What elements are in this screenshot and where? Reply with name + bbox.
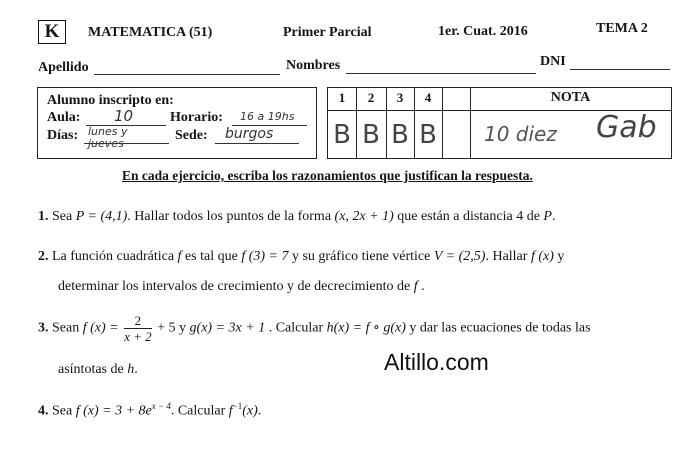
question-1 [38,209,555,225]
aula-value: 10 [114,107,134,125]
instruction-text: En cada ejercicio, escriba los razonamientos que justifican la respuesta. [122,168,533,183]
q4-inverse: −1 [232,401,243,411]
q3-text-d: y dar las ecuaciones de todas las [409,320,591,336]
grade-header-4: 4 [424,90,432,105]
q3-numerator: 2 [134,313,142,328]
q2-f2: f [413,279,418,294]
dni-label: DNI [540,54,566,69]
apellido-label: Apellido [38,60,89,75]
q3-plus5: + 5 [157,320,176,336]
q4-f: f (x) = 3 + 8e [75,403,152,419]
q3-h2: h [127,362,135,377]
q2-text-a: La función cuadrática [52,249,175,264]
dni-field[interactable] [570,69,670,70]
nombres-label: Nombres [286,58,341,73]
q1-distance: 4 [516,209,524,224]
q2-text-b: es tal que [184,249,238,264]
q2-f: f [177,249,182,264]
q2-text-e: y [557,249,565,264]
question-2-line-2 [58,279,425,295]
grade-table [327,87,672,159]
q3-f: f (x) = [82,320,119,336]
horario-value: 16 a 19hs [240,110,295,123]
grade-header-3: 3 [396,90,404,105]
q2-condition: f (3) = 7 [241,249,289,264]
question-number: 2. [38,249,49,264]
tema-letter-box: K [38,20,66,44]
altillo-watermark: Altillo.com [384,349,489,375]
question-4 [38,401,261,420]
q2-text-d: . Hallar [485,249,528,264]
q1-text-b: . Hallar todos los puntos de la forma [127,209,332,224]
q4-exponent: x − 4 [151,401,171,411]
q3-denominator: x + 2 [124,329,152,344]
sede-label: Sede: [175,128,208,143]
q4-text-b: . Calcular [170,403,226,419]
sede-underline [215,143,299,144]
q3-end: . [134,362,138,377]
aula-label: Aula: [47,110,81,125]
grade-mark-4: B [419,120,437,150]
q1-point-form: (x, 2x + 1) [334,209,394,224]
q1-text-a: Sea [52,209,73,224]
dias-label: Días: [47,128,79,143]
question-3-line-2 [58,362,138,378]
question-3 [38,313,591,344]
q2-text-c: y su gráfico tiene vértice [291,249,431,264]
q4-x: (x) [242,403,258,419]
q2-fx: f (x) [530,249,554,264]
q1-p: P [543,209,552,224]
term-label: 1er. Cuat. 2016 [438,24,528,39]
question-number: 3. [38,320,49,336]
grader-signature: Gab [596,110,657,145]
horario-label: Horario: [170,110,223,125]
student-box-title: Alumno inscripto en: [47,93,174,108]
grade-mark-1: B [333,120,351,150]
question-2 [38,249,564,265]
tema-label: TEMA 2 [596,21,648,36]
grade-mark-3: B [391,120,409,150]
q2-vertex: V = (2,5) [433,249,486,264]
q3-fraction [124,313,152,344]
question-number: 1. [38,209,49,224]
sede-value: burgos [225,126,274,142]
grade-header-1: 1 [338,90,346,105]
q1-end: . [551,209,556,224]
question-number: 4. [38,403,49,419]
grade-header-2: 2 [367,90,375,105]
q3-text-a: Sean [52,320,80,336]
nota-header: NOTA [550,90,591,105]
grade-mark-2: B [362,120,380,150]
q2-end: . [421,279,425,294]
q3-h: h(x) = f ∘ g(x) [326,320,406,336]
nombres-field[interactable] [346,73,536,74]
subject-title: MATEMATICA (51) [88,25,213,40]
apellido-field[interactable] [94,74,280,75]
q2-line2: determinar los intervalos de crecimiento y de decrecimiento de [58,279,411,294]
dias-underline [84,143,169,144]
nota-value: 10 diez [484,122,557,146]
q3-line2: asíntotas de [58,362,124,377]
q4-text-a: Sea [52,403,73,419]
dias-value: lunes y jueves [88,125,128,150]
q1-text-c: que están a distancia [397,209,513,224]
q3-text-c: . Calcular [268,320,324,336]
q1-text-d: de [526,209,540,224]
q1-point-p: P = (4,1) [75,209,128,224]
q3-g: g(x) = 3x + 1 [189,320,266,336]
q3-text-b: y [179,320,187,336]
q4-end: . [257,403,262,419]
exam-title: Primer Parcial [283,25,372,40]
q4-finv: f [228,403,233,419]
